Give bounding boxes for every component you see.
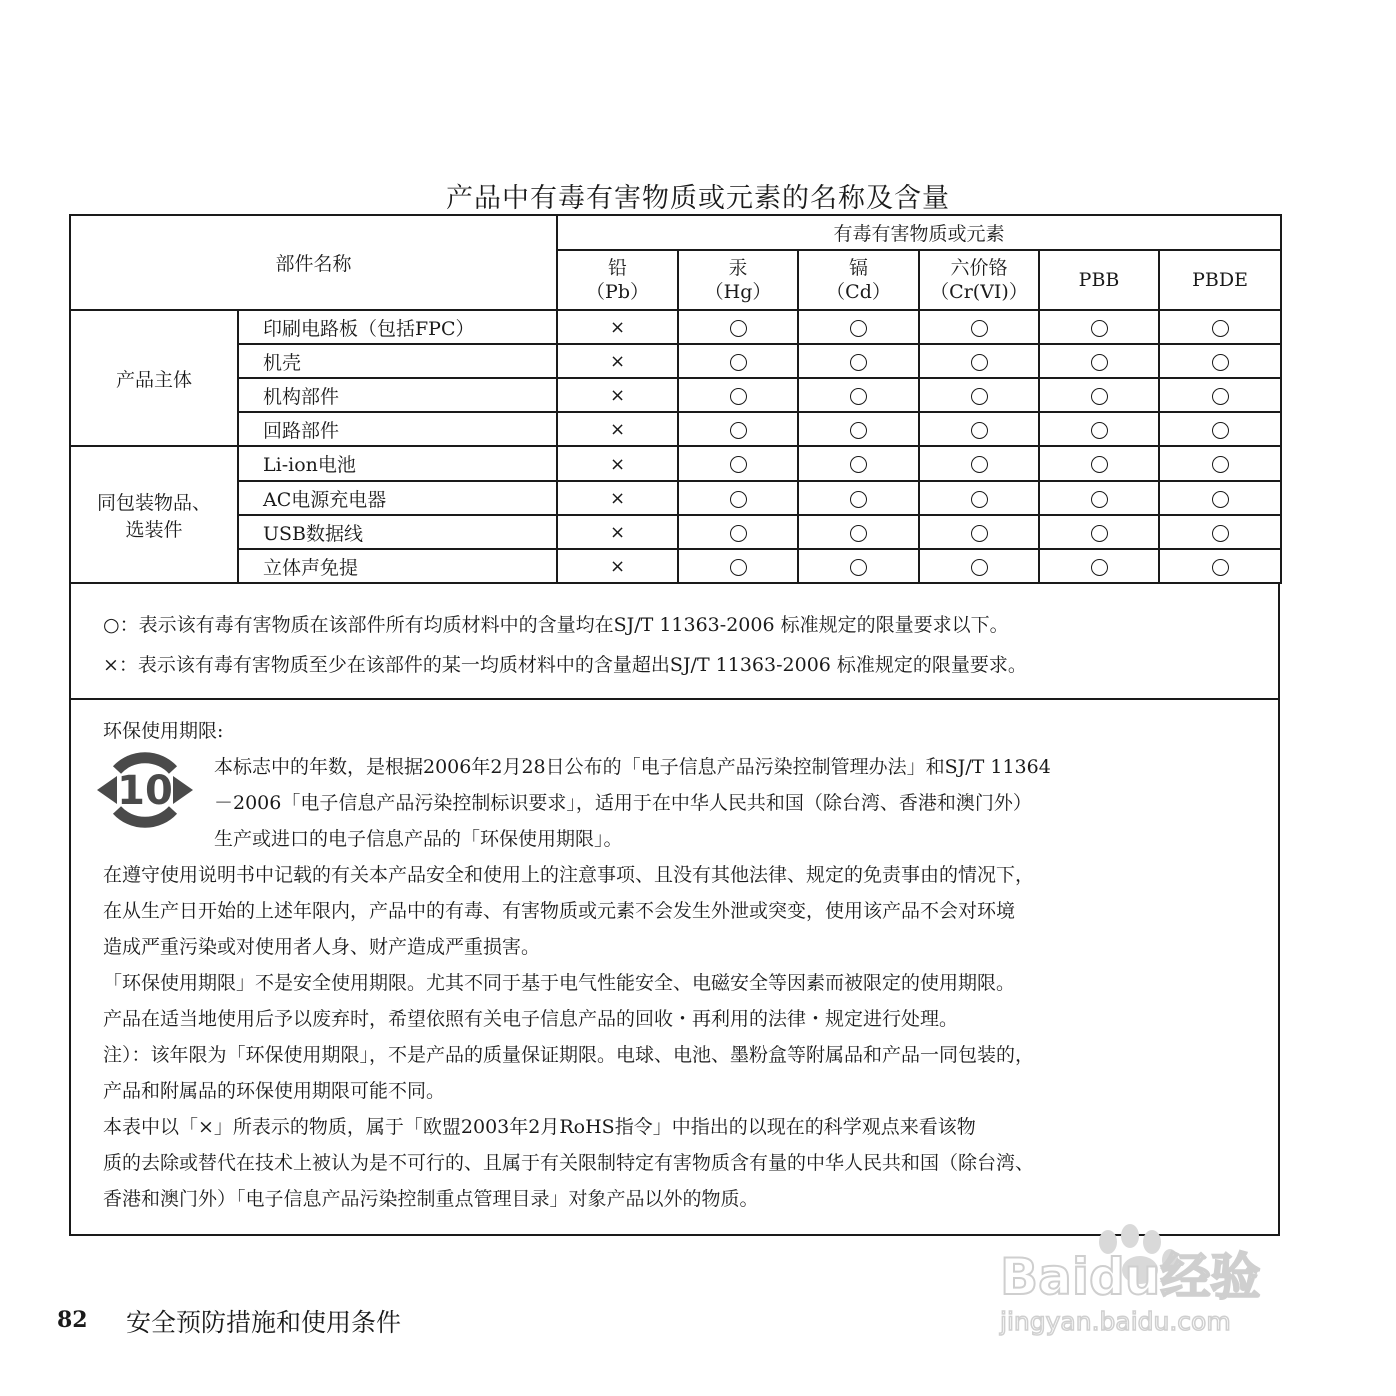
part-name: 印刷电路板（包括FPC）	[238, 310, 557, 344]
substance-mark	[1159, 378, 1281, 412]
circle-mark-icon	[1212, 354, 1229, 371]
circle-mark-icon	[1091, 354, 1108, 371]
epp-logo-line: 本标志中的年数，是根据2006年2月28日公布的「电子信息产品污染控制管理办法」和SJ/T 11364	[214, 756, 1051, 778]
part-name: 回路部件	[238, 412, 557, 446]
epp-logo-number: 10	[117, 768, 173, 814]
part-name: USB数据线	[238, 515, 557, 549]
substance-mark	[1039, 378, 1159, 412]
circle-mark-icon	[971, 354, 988, 371]
substance-mark	[678, 549, 798, 583]
circle-mark-icon	[850, 388, 867, 405]
epp-paragraph-line: 造成严重污染或对使用者人身、财产造成严重损害。	[103, 936, 541, 958]
table-row	[70, 446, 1281, 481]
epp-paragraph-line: 产品和附属品的环保使用期限可能不同。	[103, 1080, 446, 1102]
column-header-pbb: PBB	[1039, 250, 1159, 310]
hazardous-substances-table	[69, 214, 1282, 584]
substance-mark	[919, 515, 1039, 549]
circle-mark-icon	[730, 456, 747, 473]
substance-mark	[798, 515, 919, 549]
epp-paragraph-line: 本表中以「×」所表示的物质，属于「欧盟2003年2月RoHS指令」中指出的以现在的科学观点来看该物	[103, 1116, 976, 1138]
substance-mark	[919, 310, 1039, 344]
cross-mark: ×	[609, 385, 626, 406]
epp-logo-line: 生产或进口的电子信息产品的「环保使用期限」。	[214, 828, 623, 850]
circle-mark-icon	[971, 559, 988, 576]
column-header-pb: 铅 （Pb）	[557, 250, 678, 310]
section-title: 安全预防措施和使用条件	[126, 1308, 402, 1337]
substance-mark	[1039, 481, 1159, 515]
substance-mark	[678, 412, 798, 446]
substance-mark	[1159, 344, 1281, 378]
circle-mark-icon	[971, 456, 988, 473]
substance-mark	[919, 412, 1039, 446]
table-row	[70, 481, 1281, 515]
circle-mark-icon	[730, 320, 747, 337]
circle-mark-icon	[971, 525, 988, 542]
cross-mark: ×	[609, 488, 626, 509]
baidu-jingyan-watermark	[990, 1222, 1310, 1342]
substance-mark	[798, 549, 919, 583]
epp-paragraph-line: 在从生产日开始的上述年限内，产品中的有毒、有害物质或元素不会发生外泄或突变，使用该产品不会对环境	[103, 900, 1016, 922]
substance-mark	[1039, 310, 1159, 344]
circle-mark-icon	[1091, 525, 1108, 542]
substances-header: 有毒有害物质或元素	[557, 215, 1281, 250]
page-number: 82	[57, 1307, 88, 1333]
circle-mark-icon	[1091, 491, 1108, 508]
substance-mark	[1159, 412, 1281, 446]
substance-mark	[678, 378, 798, 412]
circle-mark-icon	[730, 422, 747, 439]
legend-cross: ×：表示该有毒有害物质至少在该部件的某一均质材料中的含量超出SJ/T 11363-2006 标准规定的限量要求。	[103, 654, 1027, 676]
watermark-brand: Baidu经验	[1000, 1248, 1261, 1306]
circle-mark-icon	[1091, 388, 1108, 405]
circle-mark-icon	[1091, 422, 1108, 439]
legend-box	[69, 582, 1280, 700]
circle-mark-icon	[1091, 320, 1108, 337]
circle-mark-icon	[850, 320, 867, 337]
substance-mark	[678, 446, 798, 481]
substance-mark	[557, 481, 678, 515]
part-name: 立体声免提	[238, 549, 557, 583]
table-row	[70, 515, 1281, 549]
cross-mark: ×	[609, 522, 626, 543]
epp-paragraph-line: 注）：该年限为「环保使用期限」，不是产品的质量保证期限。电球、电池、墨粉盒等附属品和产品一同包装的，	[103, 1044, 1035, 1066]
circle-mark-icon	[1212, 525, 1229, 542]
column-header-cr6: 六价铬 （Cr(VI)）	[919, 250, 1039, 310]
epp-paragraph-line: 质的去除或替代在技术上被认为是不可行的、且属于有关限制特定有害物质含有量的中华人民共和国（除台湾、	[103, 1152, 1035, 1174]
circle-mark-icon	[1212, 559, 1229, 576]
substance-mark	[1039, 515, 1159, 549]
circle-mark-icon	[1212, 491, 1229, 508]
epp-paragraph-line: 在遵守使用说明书中记载的有关本产品安全和使用上的注意事项、且没有其他法律、规定的免责事由的情况下，	[103, 864, 1035, 886]
environmental-protection-period	[69, 700, 1280, 1236]
epp-10-year-logo-icon	[95, 740, 195, 840]
circle-mark-icon	[850, 491, 867, 508]
watermark-url: jingyan.baidu.com	[1000, 1307, 1231, 1336]
circle-mark-icon	[971, 491, 988, 508]
part-name: 机构部件	[238, 378, 557, 412]
circle-mark-icon	[730, 491, 747, 508]
substance-mark	[919, 378, 1039, 412]
part-name-header: 部件名称	[70, 215, 557, 310]
substance-mark	[1159, 481, 1281, 515]
cross-mark: ×	[609, 556, 626, 577]
substance-mark	[919, 344, 1039, 378]
circle-mark-icon	[1212, 456, 1229, 473]
substance-mark	[678, 310, 798, 344]
substance-mark	[1159, 549, 1281, 583]
circle-mark-icon	[971, 422, 988, 439]
circle-mark-icon	[730, 388, 747, 405]
circle-mark-icon	[850, 422, 867, 439]
substance-mark	[798, 378, 919, 412]
substance-mark	[557, 446, 678, 481]
substance-mark	[557, 549, 678, 583]
epp-logo-line: －2006「电子信息产品污染控制标识要求」，适用于在中华人民共和国（除台湾、香港和澳门外）	[214, 792, 1032, 814]
column-header-cd: 镉 （Cd）	[798, 250, 919, 310]
table-row	[70, 549, 1281, 583]
group-name: 产品主体	[70, 310, 238, 446]
substance-mark	[557, 378, 678, 412]
circle-mark-icon	[971, 388, 988, 405]
epp-paragraph-line: 产品在适当地使用后予以废弃时，希望依照有关电子信息产品的回收・再利用的法律・规定进行处理。	[103, 1008, 959, 1030]
cross-mark: ×	[609, 351, 626, 372]
substance-mark	[919, 481, 1039, 515]
circle-mark-icon	[850, 456, 867, 473]
group-name: 同包装物品、 选装件	[70, 446, 238, 583]
table-row	[70, 310, 1281, 344]
circle-mark-icon	[730, 354, 747, 371]
circle-mark-icon	[730, 525, 747, 542]
part-name: Li-ion电池	[238, 446, 557, 481]
table-row	[70, 344, 1281, 378]
substance-mark	[678, 515, 798, 549]
substance-mark	[557, 344, 678, 378]
substance-mark	[1159, 446, 1281, 481]
circle-mark-icon	[1212, 388, 1229, 405]
substance-mark	[798, 481, 919, 515]
substance-mark	[798, 446, 919, 481]
substance-mark	[1039, 446, 1159, 481]
epp-paragraph-line: 「环保使用期限」不是安全使用期限。尤其不同于基于电气性能安全、电磁安全等因素而被限定的使用期限。	[103, 972, 1016, 994]
substance-mark	[557, 412, 678, 446]
legend-circle: ○：表示该有毒有害物质在该部件所有均质材料中的含量均在SJ/T 11363-2006 标准规定的限量要求以下。	[103, 614, 1009, 636]
circle-mark-icon	[1091, 559, 1108, 576]
circle-mark-icon	[850, 525, 867, 542]
part-name: AC电源充电器	[238, 481, 557, 515]
circle-mark-icon	[850, 559, 867, 576]
substance-mark	[1159, 515, 1281, 549]
circle-mark-icon	[1212, 320, 1229, 337]
circle-mark-icon	[850, 354, 867, 371]
substance-mark	[678, 344, 798, 378]
substance-mark	[798, 310, 919, 344]
substance-mark	[678, 481, 798, 515]
substance-mark	[1159, 310, 1281, 344]
substance-mark	[1039, 549, 1159, 583]
circle-mark-icon	[1212, 422, 1229, 439]
circle-mark-icon	[971, 320, 988, 337]
substance-mark	[557, 515, 678, 549]
table-row	[70, 378, 1281, 412]
substance-mark	[798, 344, 919, 378]
column-header-pbde: PBDE	[1159, 250, 1281, 310]
substance-mark	[919, 446, 1039, 481]
page-title: 产品中有毒有害物质或元素的名称及含量	[446, 183, 950, 214]
substance-mark	[1039, 412, 1159, 446]
substance-mark	[919, 549, 1039, 583]
substance-mark	[1039, 344, 1159, 378]
cross-mark: ×	[609, 317, 626, 338]
epp-paragraph-line: 香港和澳门外）「电子信息产品污染控制重点管理目录」对象产品以外的物质。	[103, 1188, 759, 1210]
column-header-hg: 汞 （Hg）	[678, 250, 798, 310]
cross-mark: ×	[609, 453, 626, 475]
part-name: 机壳	[238, 344, 557, 378]
circle-mark-icon	[730, 559, 747, 576]
epp-heading: 环保使用期限:	[103, 720, 224, 742]
substance-mark	[557, 310, 678, 344]
table-row	[70, 412, 1281, 446]
cross-mark: ×	[609, 419, 626, 440]
circle-mark-icon	[1091, 456, 1108, 473]
substance-mark	[798, 412, 919, 446]
